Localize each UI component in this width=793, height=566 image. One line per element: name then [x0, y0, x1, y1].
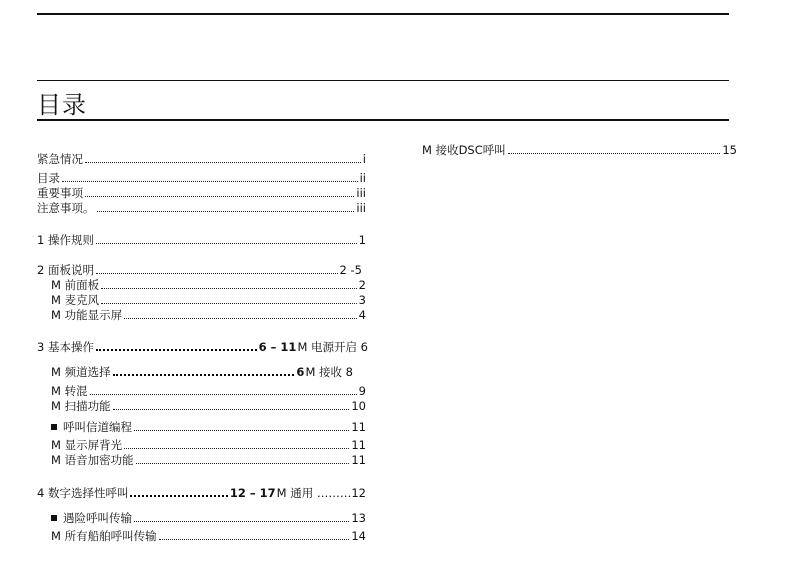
toc-page: 6 – 11: [258, 340, 297, 354]
toc-entry-notes[interactable]: [37, 201, 366, 215]
toc-entry-dual-watch[interactable]: [51, 384, 366, 398]
toc-label: M 麦克风: [51, 293, 100, 307]
toc-label: M 前面板: [51, 278, 100, 292]
toc-label: 目录: [37, 171, 60, 185]
dot-leader: [90, 391, 357, 395]
toc-label: M 功能显示屏: [51, 308, 123, 322]
toc-page: 6: [296, 365, 305, 379]
dot-leader: [124, 445, 349, 449]
toc-label: M 显示屏背光: [51, 438, 123, 452]
top-rule: [37, 13, 729, 15]
dot-leader: [136, 460, 350, 464]
toc-inline-entry: M 接收 8: [305, 365, 353, 379]
toc-page: 3: [358, 293, 366, 307]
toc-page: 4: [358, 308, 366, 322]
toc-label: 1 操作规则: [37, 233, 94, 247]
toc-entry-scan[interactable]: [51, 399, 366, 413]
square-bullet-icon: [51, 515, 57, 521]
toc-entry-important[interactable]: [37, 186, 366, 200]
toc-page: ii: [359, 171, 366, 185]
toc-page: 9: [358, 384, 366, 398]
dot-leader: [101, 285, 357, 289]
toc-label: 紧急情况: [37, 152, 83, 166]
dot-leader: [130, 492, 227, 497]
toc-page: iii: [356, 186, 366, 200]
toc-page: 1: [358, 233, 366, 247]
dot-leader: [113, 406, 350, 410]
dot-leader: [96, 270, 338, 274]
toc-page: 2 -5: [339, 263, 362, 277]
toc-entry-distress[interactable]: [51, 511, 366, 525]
title-underline: [37, 119, 729, 121]
toc-label: 2 面板说明: [37, 263, 94, 277]
page-title: 目录: [37, 91, 87, 119]
toc-label: M 转混: [51, 384, 88, 398]
toc-label: 呼叫信道编程: [63, 420, 132, 434]
toc-entry-receive-dsc[interactable]: [422, 143, 737, 157]
dot-leader: [62, 178, 358, 182]
toc-entry-call-channel[interactable]: [51, 420, 366, 434]
dot-leader: [508, 150, 721, 154]
header-mark-2: [628, 13, 648, 15]
toc-entry-scrambler[interactable]: [51, 453, 366, 467]
header-rule: [37, 80, 729, 81]
dot-leader: [134, 518, 349, 522]
toc-label: M 语音加密功能: [51, 453, 134, 467]
toc-entry-emergency[interactable]: [37, 152, 366, 166]
dot-leader: [113, 371, 295, 376]
toc-entry-section-1[interactable]: [37, 233, 366, 247]
toc-page: 15: [722, 143, 737, 157]
header-mark-1: [518, 13, 558, 15]
toc-page: 11: [351, 438, 366, 452]
toc-label: M 所有船舶呼叫传输: [51, 529, 157, 543]
dot-leader: [96, 346, 257, 351]
toc-page: 11: [351, 453, 366, 467]
toc-inline-entry: M 电源开启 6: [297, 340, 368, 354]
toc-label: 注意事项。: [37, 201, 95, 215]
toc-page: 14: [351, 529, 366, 543]
dot-leader: [97, 208, 355, 212]
toc-label: 重要事项: [37, 186, 83, 200]
toc-page: 11: [351, 420, 366, 434]
toc-entry-section-3[interactable]: [37, 340, 368, 354]
toc-page: 2: [358, 278, 366, 292]
toc-label: 3 基本操作: [37, 340, 94, 354]
toc-label: M 扫描功能: [51, 399, 111, 413]
toc-entry-channel-select[interactable]: [51, 365, 353, 379]
header-mark-3: [696, 13, 729, 15]
toc-label: 4 数字选择性呼叫: [37, 486, 129, 500]
toc-entry-display[interactable]: [51, 308, 366, 322]
toc-entry-section-4[interactable]: [37, 486, 366, 500]
toc-entry-backlight[interactable]: [51, 438, 366, 452]
toc-inline-entry: M 通用 ………12: [276, 486, 366, 500]
toc-label: 遇险呼叫传输: [63, 511, 132, 525]
dot-leader: [124, 315, 357, 319]
toc-entry-front-panel[interactable]: [51, 278, 366, 292]
dot-leader: [85, 159, 361, 163]
toc-page: 13: [351, 511, 366, 525]
toc-entry-microphone[interactable]: [51, 293, 366, 307]
toc-label: M 接收DSC呼叫: [422, 143, 506, 157]
dot-leader: [159, 536, 350, 540]
dot-leader: [85, 193, 354, 197]
toc-label: M 频道选择: [51, 365, 111, 379]
dot-leader: [101, 300, 357, 304]
toc-page: 10: [351, 399, 366, 413]
dot-leader: [134, 427, 349, 431]
toc-page: iii: [356, 201, 366, 215]
toc-page: 12 – 17: [229, 486, 276, 500]
toc-page: i: [362, 152, 366, 166]
toc-entry-all-ships[interactable]: [51, 529, 366, 543]
toc-entry-section-2[interactable]: [37, 263, 362, 277]
toc-entry-contents[interactable]: [37, 171, 366, 185]
dot-leader: [96, 240, 357, 244]
square-bullet-icon: [51, 424, 57, 430]
